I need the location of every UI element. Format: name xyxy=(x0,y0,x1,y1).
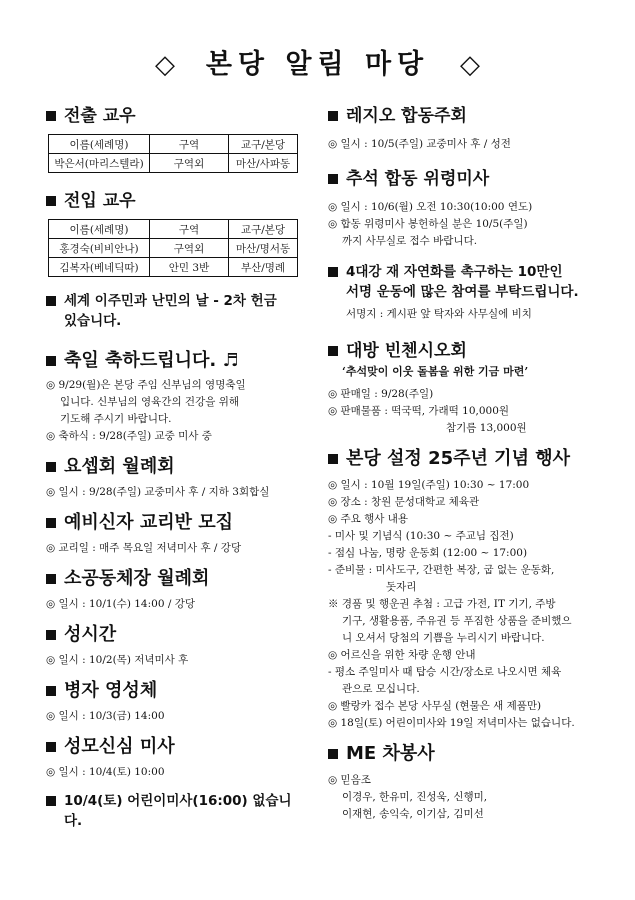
chuseok-line-2: ◎ 합동 위령미사 봉헌하실 분은 10/5(주일) xyxy=(328,218,528,230)
square-bullet-icon xyxy=(46,356,56,366)
me-line-1: ◎ 믿음조 xyxy=(328,774,371,786)
section-transfer-out xyxy=(46,104,304,173)
table-cell: 마산/사파동 xyxy=(229,154,298,173)
anniversary-line: ※ 경품 및 행운권 추첨 : 고급 가전, IT 기기, 주방 xyxy=(328,598,556,610)
square-bullet-icon xyxy=(46,574,56,584)
river-line-3: 서명지 : 게시판 앞 탁자와 사무실에 비치 xyxy=(346,308,532,320)
section-heading: 본당 설정 25주년 기념 행사 xyxy=(328,447,598,471)
square-bullet-icon xyxy=(328,346,338,356)
section-heading xyxy=(46,791,304,831)
section-heading xyxy=(46,291,304,331)
anniversary-line: ◎ 18일(토) 어린이미사와 19일 저녁미사는 없습니다. xyxy=(328,717,575,729)
section-heading: 성시간 xyxy=(46,623,304,647)
section-heading: 대방 빈첸시오회 xyxy=(328,339,598,363)
square-bullet-icon xyxy=(46,111,56,121)
left-column xyxy=(46,100,304,831)
table-cell: 마산/명서동 xyxy=(229,239,298,258)
square-bullet-icon xyxy=(328,174,338,184)
table-header-row xyxy=(49,220,298,239)
anniversary-line: - 준비물 : 미사도구, 간편한 복장, 굽 없는 운동화, xyxy=(328,564,555,576)
section-heading: 요셉회 월례회 xyxy=(46,455,304,479)
section-heading: 예비신자 교리반 모집 xyxy=(46,511,304,535)
section-anniversary xyxy=(328,447,598,732)
me-line-2: 이경우, 한유미, 진성욱, 신행미, xyxy=(342,791,488,803)
section-joseph xyxy=(46,455,304,501)
transfer-in-table xyxy=(48,219,298,277)
section-heading: 소공동체장 월례회 xyxy=(46,567,304,591)
column-header: 교구/본당 xyxy=(229,220,298,239)
section-legio xyxy=(328,104,598,153)
square-bullet-icon xyxy=(328,454,338,464)
chuseok-line-3: 까지 사무실로 접수 바랍니다. xyxy=(342,235,478,247)
diamond-icon-right: ◇ xyxy=(459,50,480,80)
anniversary-line: - 미사 및 기념식 (10:30 ~ 주교님 집전) xyxy=(328,530,514,542)
anniversary-line: ◎ 장소 : 창원 문성대학교 체육관 xyxy=(328,496,480,508)
sick-line: ◎ 일시 : 10/3(금) 14:00 xyxy=(46,710,165,722)
vincent-line-2: ◎ 판매물품 : 떡국떡, 가래떡 10,000원 xyxy=(328,405,510,417)
section-heading: ME 차봉사 xyxy=(328,742,598,766)
section-heading: 병자 영성체 xyxy=(46,679,304,703)
river-line-2: 서명 운동에 많은 참여를 부탁드립니다. xyxy=(346,284,579,300)
section-heading: 전입 교우 xyxy=(46,189,304,213)
catechumen-line: ◎ 교리일 : 매주 목요일 저녁미사 후 / 강당 xyxy=(46,542,242,554)
section-migrants xyxy=(46,291,304,331)
table-cell: 홍경숙(비비안나) xyxy=(49,239,150,258)
column-header: 구역 xyxy=(150,135,229,154)
column-header: 이름(세례명) xyxy=(49,135,150,154)
chuseok-line-1: ◎ 일시 : 10/6(월) 오전 10:30(10:00 연도) xyxy=(328,201,533,213)
square-bullet-icon xyxy=(328,267,338,277)
anniversary-line: - 점심 나눔, 명랑 운동회 (12:00 ~ 17:00) xyxy=(328,547,528,559)
immaculate-line: ◎ 일시 : 10/4(토) 10:00 xyxy=(46,766,165,778)
section-sick xyxy=(46,679,304,725)
section-feast xyxy=(46,349,304,445)
table-cell: 안민 3반 xyxy=(150,258,229,277)
section-heading: 성모신심 미사 xyxy=(46,735,304,759)
square-bullet-icon xyxy=(46,518,56,528)
section-community xyxy=(46,567,304,613)
square-bullet-icon xyxy=(46,462,56,472)
table-cell: 김복자(베네딕따) xyxy=(49,258,150,277)
anniversary-line: 니 오셔서 당첨의 기쁨을 누리시기 바랍니다. xyxy=(342,632,545,644)
section-immaculate xyxy=(46,735,304,781)
section-chuseok xyxy=(328,167,598,250)
me-line-3: 이재현, 송익숙, 이기삼, 김미선 xyxy=(342,808,484,820)
section-holy-hour xyxy=(46,623,304,669)
anniversary-line: ◎ 일시 : 10월 19일(주일) 10:30 ~ 17:00 xyxy=(328,479,530,491)
feast-line-3: 기도해 주시기 바랍니다. xyxy=(60,413,172,425)
section-vincent xyxy=(328,339,598,437)
section-catechumen xyxy=(46,511,304,557)
page-title xyxy=(0,42,635,81)
anniversary-line: ◎ 빨랑카 접수 본당 사무실 (현물은 새 제품만) xyxy=(328,700,542,712)
square-bullet-icon xyxy=(46,296,56,306)
table-header-row xyxy=(49,135,298,154)
section-notice xyxy=(46,791,304,831)
square-bullet-icon xyxy=(328,749,338,759)
section-heading xyxy=(328,262,598,302)
transfer-out-table xyxy=(48,134,298,173)
feast-line-1: ◎ 9/29(월)은 본당 주임 신부님의 영명축일 xyxy=(46,379,246,391)
table-cell: 구역외 xyxy=(150,154,229,173)
column-header: 교구/본당 xyxy=(229,135,298,154)
table-cell: 구역외 xyxy=(150,239,229,258)
square-bullet-icon xyxy=(46,742,56,752)
page-title-text: 본당 알림 마당 xyxy=(205,49,430,80)
river-line-1: 4대강 재 자연화를 촉구하는 10만인 xyxy=(346,264,563,280)
anniversary-line: ◎ 어르신을 위한 차량 운행 안내 xyxy=(328,649,476,661)
section-heading: 레지오 합동주회 xyxy=(328,104,598,128)
diamond-icon-left: ◇ xyxy=(155,50,176,80)
square-bullet-icon xyxy=(46,196,56,206)
section-heading: 추석 합동 위령미사 xyxy=(328,167,598,191)
vincent-line-3: 참기름 13,000원 xyxy=(446,422,527,434)
square-bullet-icon xyxy=(328,111,338,121)
legio-line: ◎ 일시 : 10/5(주일) 교중미사 후 / 성전 xyxy=(328,138,511,150)
anniversary-line: 기구, 생활용품, 주유권 등 푸짐한 상품을 준비했으 xyxy=(342,615,572,627)
holy-hour-line: ◎ 일시 : 10/2(목) 저녁미사 후 xyxy=(46,654,189,666)
section-transfer-in xyxy=(46,189,304,277)
section-heading: 전출 교우 xyxy=(46,104,304,128)
migrants-line-1: 세계 이주민과 난민의 날 - 2차 헌금 xyxy=(64,293,277,309)
section-river xyxy=(328,262,598,323)
section-me xyxy=(328,742,598,823)
notice-text: 10/4(토) 어린이미사(16:00) 없습니다. xyxy=(64,793,292,829)
square-bullet-icon xyxy=(46,630,56,640)
anniversary-line: - 평소 주일미사 때 탑승 시간/장소로 나오시면 체육 xyxy=(328,666,562,678)
table-row xyxy=(49,258,298,277)
joseph-line: ◎ 일시 : 9/28(주일) 교중미사 후 / 지하 3회합실 xyxy=(46,486,270,498)
square-bullet-icon xyxy=(46,796,56,806)
anniversary-line: 돗자리 xyxy=(386,581,417,593)
section-heading: 축일 축하드립니다. ♬ xyxy=(46,349,304,373)
table-row xyxy=(49,154,298,173)
vincent-subtitle: ‘추석맞이 이웃 돌봄을 위한 기금 마련’ xyxy=(342,365,529,378)
right-column xyxy=(328,100,598,823)
feast-line-4: ◎ 축하식 : 9/28(주일) 교중 미사 중 xyxy=(46,430,212,442)
table-cell: 부산/명례 xyxy=(229,258,298,277)
column-header: 이름(세례명) xyxy=(49,220,150,239)
square-bullet-icon xyxy=(46,686,56,696)
anniversary-line: ◎ 주요 행사 내용 xyxy=(328,513,409,525)
feast-line-2: 입니다. 신부님의 영육간의 건강을 위해 xyxy=(60,396,239,408)
vincent-line-1: ◎ 판매일 : 9/28(주일) xyxy=(328,388,434,400)
anniversary-line: 관으로 모십니다. xyxy=(342,683,420,695)
community-line: ◎ 일시 : 10/1(수) 14:00 / 강당 xyxy=(46,598,196,610)
migrants-line-2: 있습니다. xyxy=(64,313,122,329)
table-row xyxy=(49,239,298,258)
table-cell: 박은서(마리스텔라) xyxy=(49,154,150,173)
column-header: 구역 xyxy=(150,220,229,239)
